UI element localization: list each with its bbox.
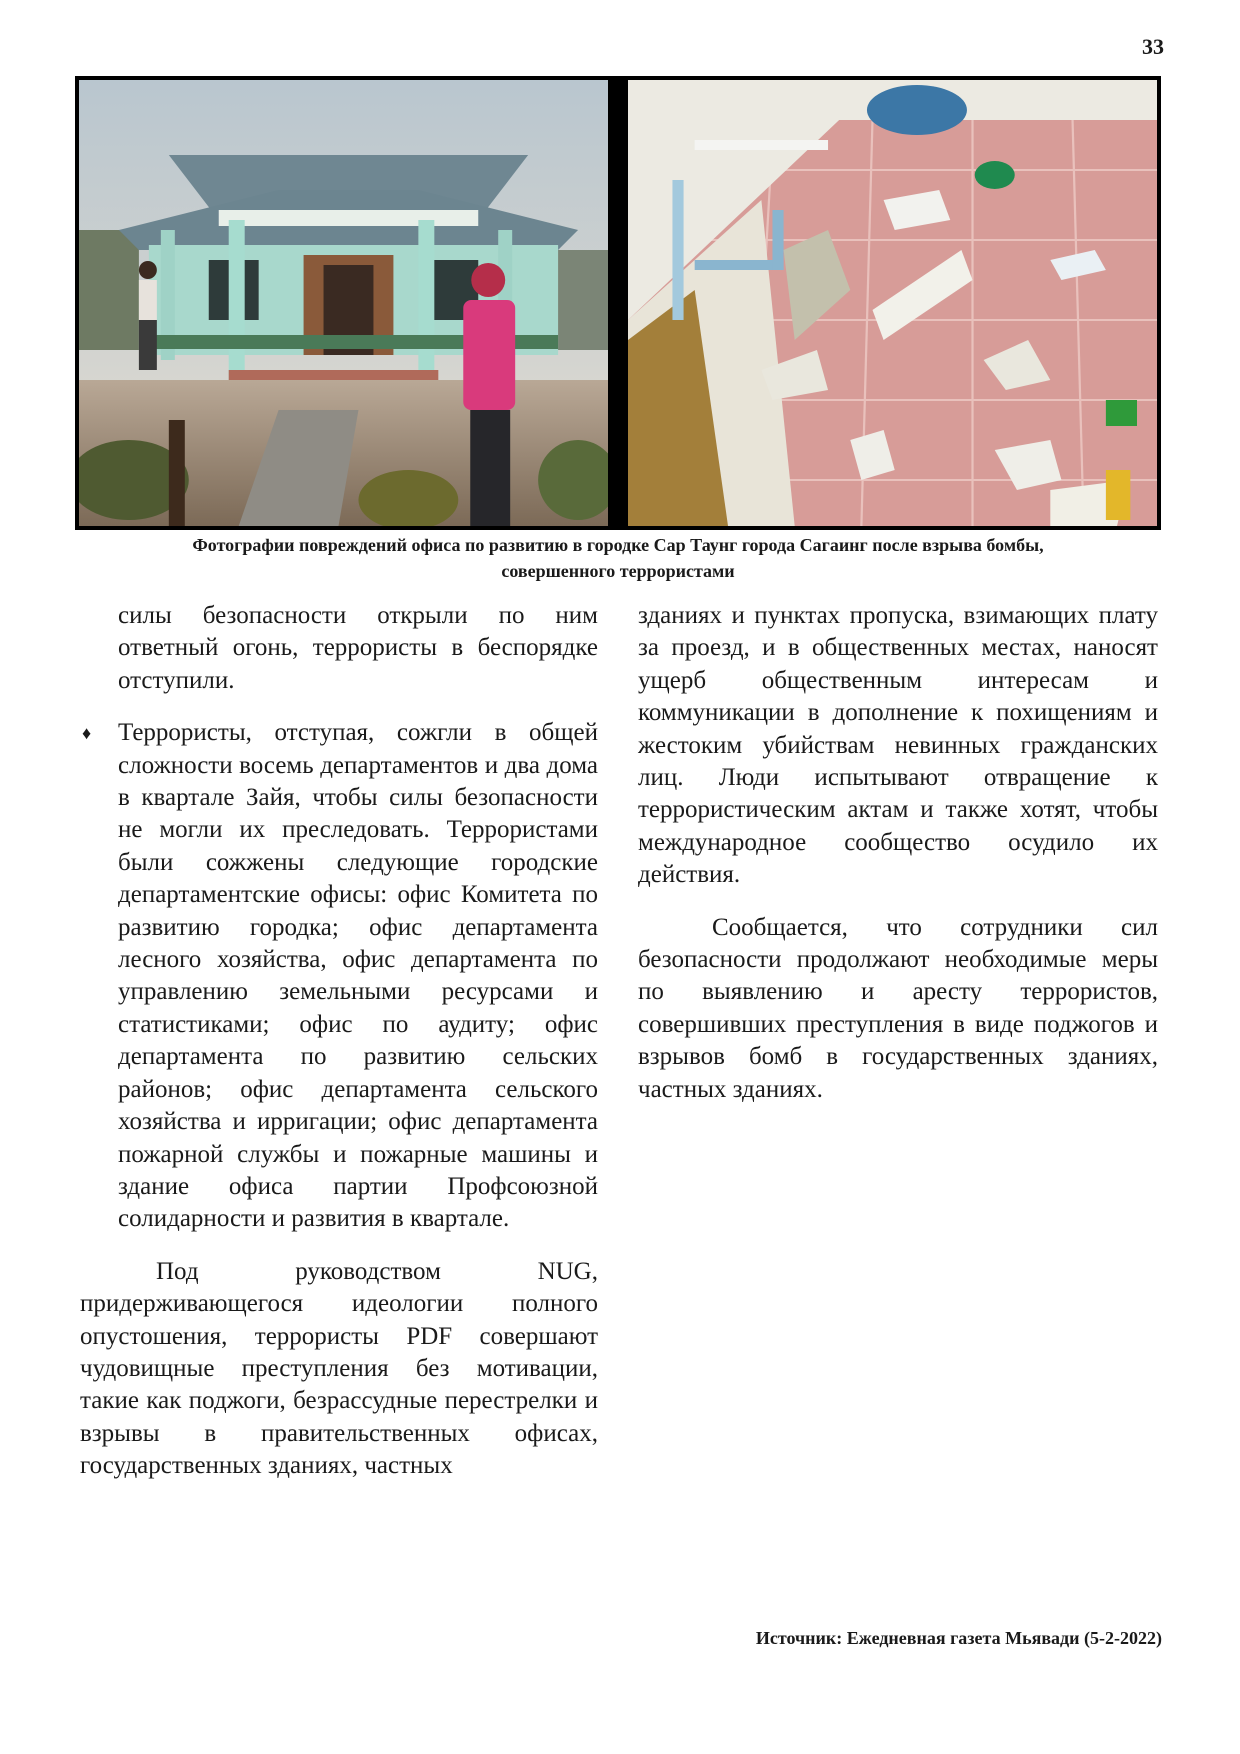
photo-caption <box>75 532 1161 584</box>
left-continuation-text: силы безопасности открыли по ним ответный огонь, террористы в беспорядке отступили. <box>118 602 598 694</box>
caption-line-2: совершенного террористами <box>501 561 735 581</box>
bullet-text: Террористы, отступая, сожгли в общей сложности восемь департаментов и два дома в квартале Зайя, чтобы силы безопасности не могли их преследовать. Террористами были сожжены следующие городские департаментские офисы: офис Комитета по развитию городка; офис департамента лесного хозяйства, офис департамента по управлению земельными ресурсами и статистиками; офис по аудиту; офис департамента по развитию сельских районов; офис департамента сельского хозяйства и ирригации; офис департамента пожарной службы и пожарные машины и здание офиса партии Профсоюзной солидарности и развития в квартале. <box>118 719 598 1233</box>
photo-broken-sink-interior <box>628 80 1157 526</box>
photo-damaged-office-exterior <box>79 80 608 526</box>
bullet-item <box>80 717 598 1236</box>
source-credit: Источник: Ежедневная газета Мьявади (5-2-2022) <box>755 1628 1162 1648</box>
bullet-diamond-icon: ♦ <box>82 723 92 744</box>
page-number: 33 <box>1142 34 1164 59</box>
caption-line-1: Фотографии повреждений офиса по развитию в городке Сар Таунг города Сагаинг после взрыва бомбы, <box>192 535 1044 555</box>
left-column <box>80 600 598 1483</box>
photo-frame <box>75 76 1161 530</box>
right-paragraph: Сообщается, что сотрудники сил безопасности продолжают необходимые меры по выявлению и аресту террористов, совершивших преступления в виде поджогов и взрывов бомб в государственных зданиях, частных зданиях. <box>638 913 1158 1103</box>
right-continuation-text: зданиях и пунктах пропуска, взимающих плату за проезд, и в общественных местах, наносят ущерб общественным интересам и коммуникации в дополнение к похищениям и жестоким убийствам невинных гражданских лиц. Люди испытывают отвращение к террористическим актам и также хотят, чтобы международное сообщество осудило их действия. <box>638 602 1158 889</box>
right-column <box>638 600 1158 1106</box>
left-paragraph: Под руководством NUG, придерживающегося идеологии полного опустошения, террористы PDF совершают чудовищные преступления без мотивации, такие как поджоги, безрассудные перестрелки и взрывы в правительственных офисах, государственных зданиях, частных <box>80 1257 598 1480</box>
